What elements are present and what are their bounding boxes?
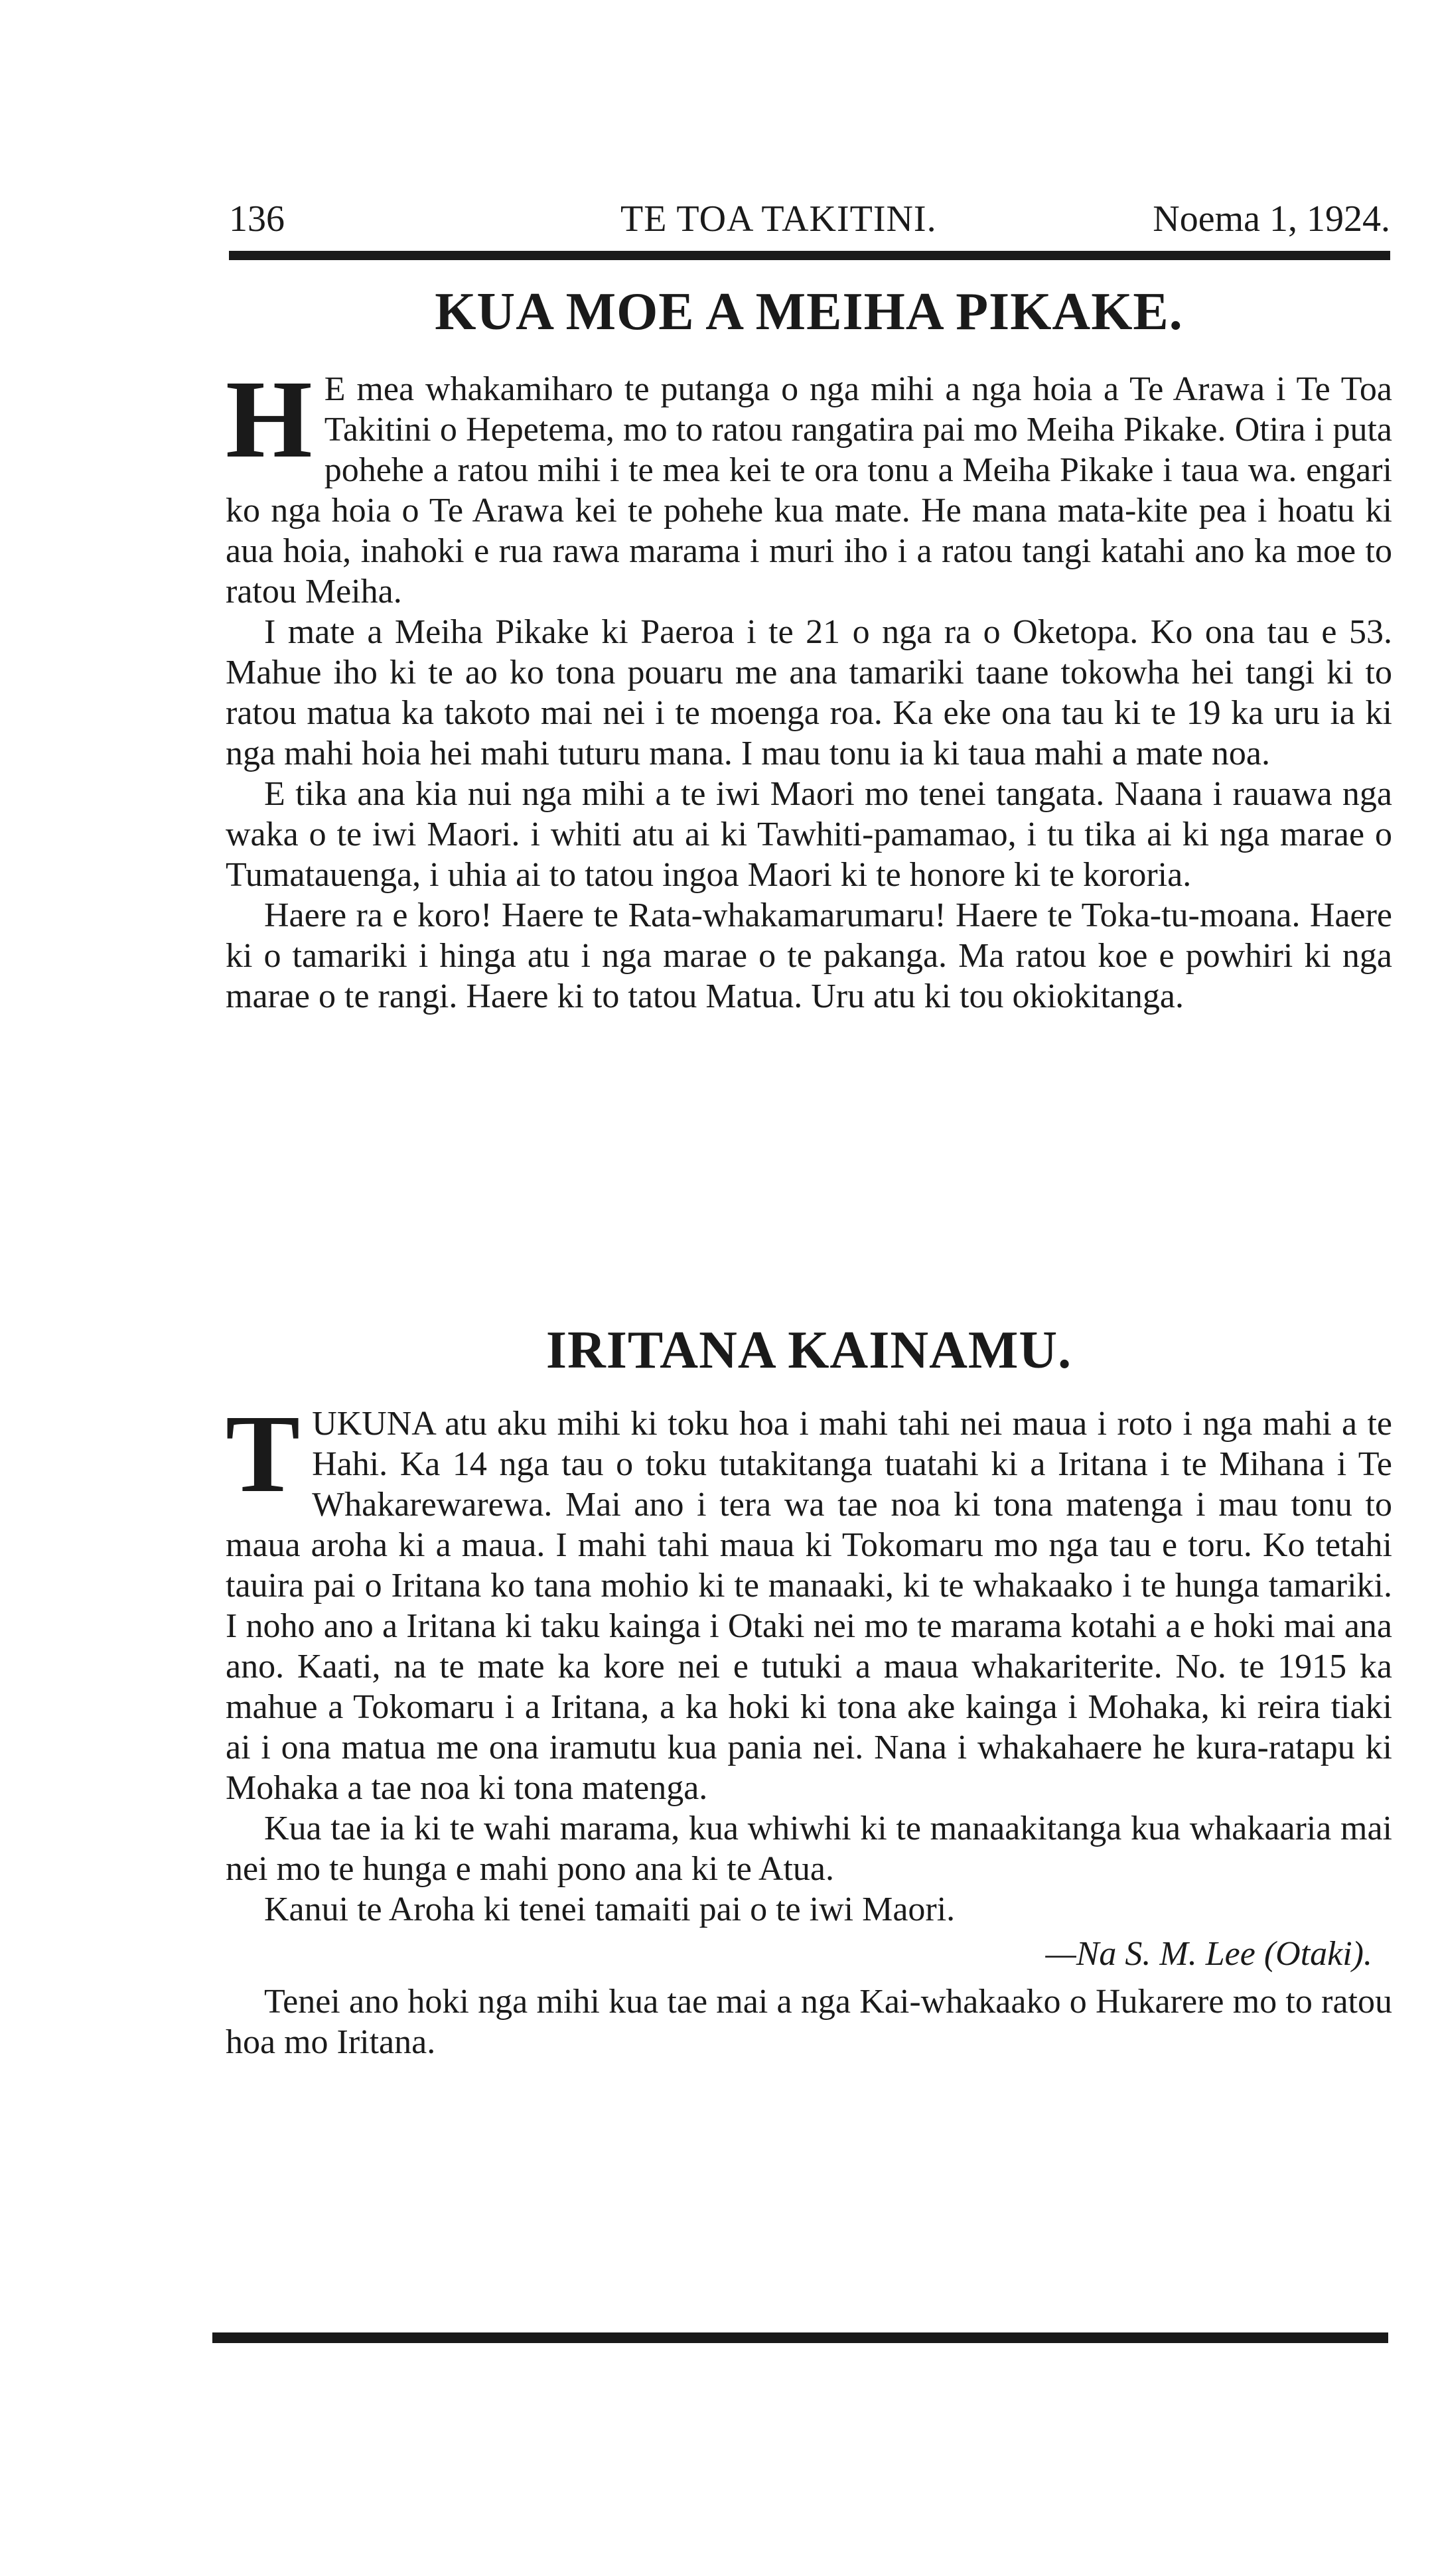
page-number: 136 — [229, 198, 285, 240]
article-headline: IRITANA KAINAMU. — [545, 1321, 1072, 1380]
article-paragraph: Haere ra e koro! Haere te Rata-whakamarumaru! Haere te Toka-tu-moana. Haere ki o tamariki i hinga atu i nga marae o te pakanga. Ma ratou koe e powhiri ki nga marae o te rangi. Haere ki to tatou Matua. Uru atu ki tou okiokitanga. — [226, 896, 1392, 1015]
article-paragraph — [226, 358, 1392, 612]
header-rule — [229, 251, 1390, 260]
issue-date: Noema 1, 1924. — [1153, 198, 1390, 240]
article-body — [226, 358, 1392, 1017]
drop-cap: T — [226, 1392, 301, 1516]
footer-rule — [212, 2332, 1388, 2343]
postscript-paragraph: Tenei ano hoki nga mihi kua tae mai a nga Kai-whakaako o Hukarere mo to ratou hoa mo Iritana. — [226, 1983, 1392, 2061]
article-meiha-pikake — [226, 279, 1392, 1017]
paragraph-text: E mea whakamiharo te putanga o nga mihi a nga hoia a Te Arawa i Te Toa Takitini o Hepetema, mo to ratou rangatira pai mo Meiha Pikake. Otira i puta pohehe a ratou mihi i te mea kei te ora tonu a Meiha Pikake i taua wa. engari ko nga hoia o Te Arawa kei te pohehe kua mate. He mana mata-kite pea i hoatu ki aua hoia, inahoki e rua rawa marama i muri iho i a ratou tangi katahi ano ka moe to ratou Meiha. — [226, 370, 1392, 610]
journal-title: TE TOA TAKITINI. — [620, 198, 937, 240]
article-paragraph: E tika ana kia nui nga mihi a te iwi Maori mo tenei tangata. Naana i rauawa nga waka o te iwi Maori. i whiti atu ai ki Tawhiti-pamamao, i tu tika ai ki nga marae o Tumatauenga, i uhia ai to tatou ingoa Maori ki te honore ki te kororia. — [226, 775, 1392, 894]
article-paragraph — [226, 1392, 1392, 1808]
drop-cap: H — [226, 358, 313, 481]
author-signature: —Na S. M. Lee (Otaki). — [1045, 1935, 1372, 1973]
article-paragraph: Kua tae ia ki te wahi marama, kua whiwhi ki te manaakitanga kua whakaaria mai nei mo te hunga e mahi pono ana ki te Atua. — [226, 1810, 1392, 1888]
article-headline: KUA MOE A MEIHA PIKAKE. — [435, 283, 1183, 341]
article-paragraph: I mate a Meiha Pikake ki Paeroa i te 21 o nga ra o Oketopa. Ko ona tau e 53. Mahue iho ki te ao ko tona pouaru me ana tamariki taane tokowha hei tangi ki to ratou matua ka takoto mai nei i te moenga roa. Ka eke ona tau ki te 19 ka uru ia ki nga mahi hoia hei mahi tuturu mana. I mau tonu ia ki taua mahi a mate noa. — [226, 613, 1392, 772]
article-paragraph: Kanui te Aroha ki tenei tamaiti pai o te iwi Maori. — [264, 1891, 956, 1928]
article-body — [226, 1392, 1392, 1930]
article-iritana-kainamu — [226, 1317, 1392, 2062]
paragraph-text: UKUNA atu aku mihi ki toku hoa i mahi tahi nei maua i roto i nga mahi a te Hahi. Ka 14 nga tau o toku tutakitanga tuatahi ki a Iritana i te Mihana i Te Whakarewarewa. Mai ano i tera wa tae noa ki tona matenga i mau tonu to maua aroha ki a maua. I mahi tahi maua ki Tokomaru mo nga tau e toru. Ko tetahi tauira pai o Iritana ko tana mohio ki te manaaki, ki te whakaako i te hunga tamariki. I noho ano a Iritana ki taku kainga i Otaki nei mo te marama kotahi a e hoki mai ana ano. Kaati, na te mate ka kore nei e tutuki a maua whakariterite. No. te 1915 ka mahue a Tokomaru i a Iritana, a ka hoki ki tona ake kainga i Mohaka, ki reira tiaki ai i ona matua me ona iramutu kua pania nei. Nana i whakahaere he kura-ratapu ki Mohaka a tae noa ki tona matenga. — [226, 1405, 1392, 1807]
postscript — [226, 1981, 1392, 2062]
running-header — [229, 192, 1390, 246]
